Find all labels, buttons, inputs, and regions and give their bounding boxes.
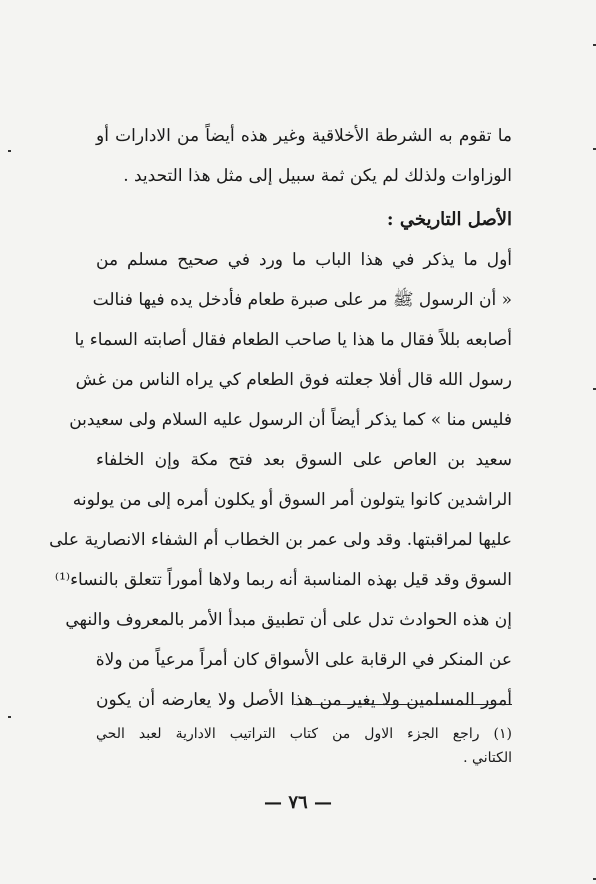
paragraph-line: ما تقوم به الشرطة الأخلاقية وغير هذه أيضاً من الادارات أو — [96, 126, 512, 146]
body-line: أمور المسلمين ولا يغير من هذا الأصل ولا يعارضه أن يكون — [96, 690, 512, 710]
body-line: سعيد بن العاص على السوق بعد فتح مكة وإن الخلفاء — [96, 450, 512, 470]
page-number: — ٧٦ — — [264, 792, 332, 813]
main-text — [49, 116, 512, 720]
paragraph-line: الوزاوات ولذلك لم يكن ثمة سبيل إلى مثل هذا التحديد . — [123, 166, 512, 186]
section-heading: الأصل التاريخي : — [386, 209, 512, 230]
scan-edge-mark — [8, 150, 11, 152]
body-line: السوق وقد قيل بهذه المناسبة أنه ربما ولاها أموراً تتعلق بالنساء⁽¹⁾ — [54, 570, 512, 590]
body-line: عليها لمراقبتها. وقد ولى عمر بن الخطاب أم الشفاء الانصارية على — [49, 530, 512, 550]
body-line: أول ما يذكر في هذا الباب ما ورد في صحيح مسلم من — [96, 250, 512, 270]
body-line: عن المنكر في الرقابة على الأسواق كان أمراً مرعياً من ولاة — [95, 650, 512, 670]
body-line: أصابعه بللاً فقال ما هذا يا صاحب الطعام فقال أصابته السماء يا — [74, 330, 512, 350]
body-line: إن هذه الحوادث تدل على أن تطبيق مبدأ الأمر بالمعروف والنهي — [65, 610, 512, 630]
footnote-divider — [294, 704, 512, 705]
footnote — [96, 722, 512, 770]
scan-edge-mark — [8, 716, 11, 718]
footnote-line: (١) راجع الجزء الاول من كتاب التراتيب الادارية لعبد الحي — [96, 726, 512, 742]
body-line: فليس منا » كما يذكر أيضاً أن الرسول عليه السلام ولى سعيدبن — [69, 410, 512, 430]
body-line: رسول الله قال أفلا جعلته فوق الطعام كي يراه الناس من غش — [75, 370, 512, 390]
body-line: الراشدين كانوا يتولون أمر السوق أو يكلون أمره إلى من يولونه — [72, 490, 512, 510]
footnote-line: الكتاني . — [463, 750, 512, 766]
body-line: « أن الرسول ﷺ مر على صبرة طعام فأدخل يده فيها فنالت — [92, 290, 512, 310]
